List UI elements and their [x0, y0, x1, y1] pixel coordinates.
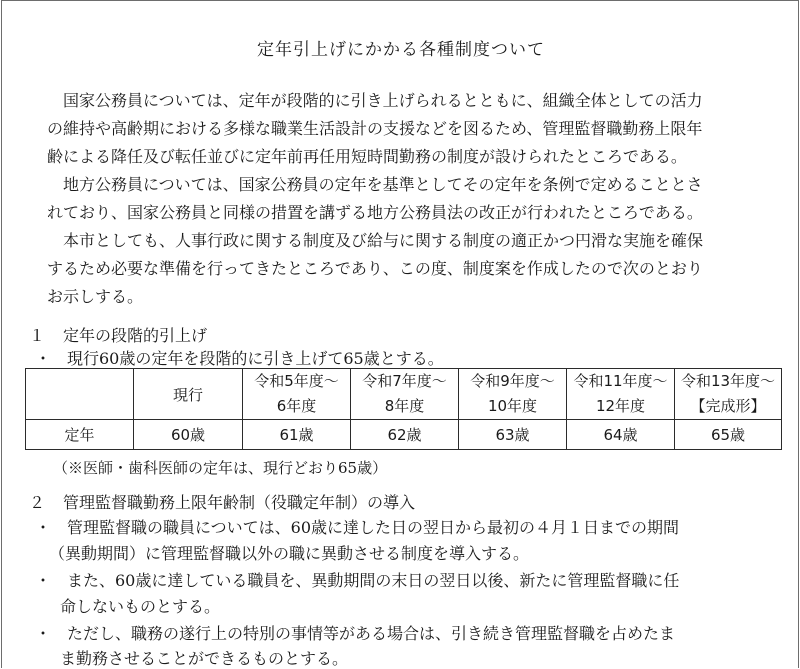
intro-line: の維持や高齢期における多様な職業生活設計の支援などを図るため、管理監督職勤務上限年: [47, 119, 703, 138]
section-2-bullet: [35, 568, 679, 591]
table-header-cell: 令和9年度～ 10年度: [459, 369, 567, 420]
bullet-mark: ・: [35, 518, 52, 537]
document-page: [1, 0, 799, 668]
bullet-text: ただし、職務の遂行上の特別の事情等がある場合は、引き続き管理監督職を占めたま: [67, 624, 676, 643]
section-number: ２: [29, 493, 46, 512]
table-header-cell: [26, 369, 134, 420]
table-note: （※医師・歯科医師の定年は、現行どおり65歳）: [53, 459, 388, 477]
retirement-age-table: [25, 368, 782, 450]
bullet-text: 管理監督職の職員については、60歳に達した日の翌日から最初の４月１日までの期間: [67, 518, 680, 537]
bullet-text: また、60歳に達している職員を、異動期間の末日の翌日以後、新たに管理監督職に任: [67, 571, 680, 590]
section-title: 定年の段階的引上げ: [63, 326, 208, 345]
table-cell: 65歳: [675, 420, 782, 450]
intro-text: [47, 87, 787, 311]
section-1-bullet: [35, 346, 444, 369]
table-cell: 60歳: [134, 420, 243, 450]
intro-line: 齢による降任及び転任並びに定年前再任用短時間勤務の制度が設けられたところである。: [47, 147, 687, 166]
table-cell: 61歳: [243, 420, 351, 450]
table-row: [26, 420, 782, 450]
table-header-cell: 令和13年度～ 【完成形】: [675, 369, 782, 420]
section-title: 管理監督職勤務上限年齢制（役職定年制）の導入: [63, 493, 416, 512]
section-number: １: [29, 326, 46, 345]
bullet-mark: ・: [35, 624, 52, 643]
table-header-row: [26, 369, 782, 420]
section-2-bullet: [35, 515, 679, 538]
section-2-heading: [29, 490, 415, 513]
intro-line: 本市としても、人事行政に関する制度及び給与に関する制度の適正かつ円滑な実施を確保: [47, 231, 704, 250]
table-header-cell: 令和7年度～ 8年度: [351, 369, 459, 420]
table-row-label: 定年: [26, 420, 134, 450]
bullet-continuation: ま勤務させることができるものとする。: [60, 649, 349, 668]
table-header-cell: 現行: [134, 369, 243, 420]
table-cell: 62歳: [351, 420, 459, 450]
intro-line: するため必要な準備を行ってきたところであり、この度、制度案を作成したので次のとおり: [47, 259, 703, 278]
intro-line: れており、国家公務員と同様の措置を講ずる地方公務員法の改正が行われたところである。: [47, 203, 703, 222]
intro-line: お示しする。: [47, 287, 144, 306]
bullet-mark: ・: [35, 349, 52, 368]
table-header-cell: 令和11年度～ 12年度: [567, 369, 675, 420]
intro-line: 国家公務員については、定年が段階的に引き上げられるとともに、組織全体としての活力: [47, 91, 703, 110]
bullet-continuation: （異動期間）に管理監督職以外の職に異動させる制度を導入する。: [49, 544, 530, 563]
intro-line: 地方公務員については、国家公務員の定年を基準としてその定年を条例で定めることとさ: [47, 175, 703, 194]
table-header-cell: 令和5年度～ 6年度: [243, 369, 351, 420]
section-1-heading: [29, 323, 207, 346]
section-2-bullet: [35, 621, 675, 644]
bullet-continuation: 命しないものとする。: [60, 597, 221, 616]
bullet-mark: ・: [35, 571, 52, 590]
table-cell: 64歳: [567, 420, 675, 450]
document-title: 定年引上げにかかる各種制度ついて: [257, 40, 545, 60]
table-cell: 63歳: [459, 420, 567, 450]
bullet-text: 現行60歳の定年を段階的に引き上げて65歳とする。: [67, 349, 444, 368]
